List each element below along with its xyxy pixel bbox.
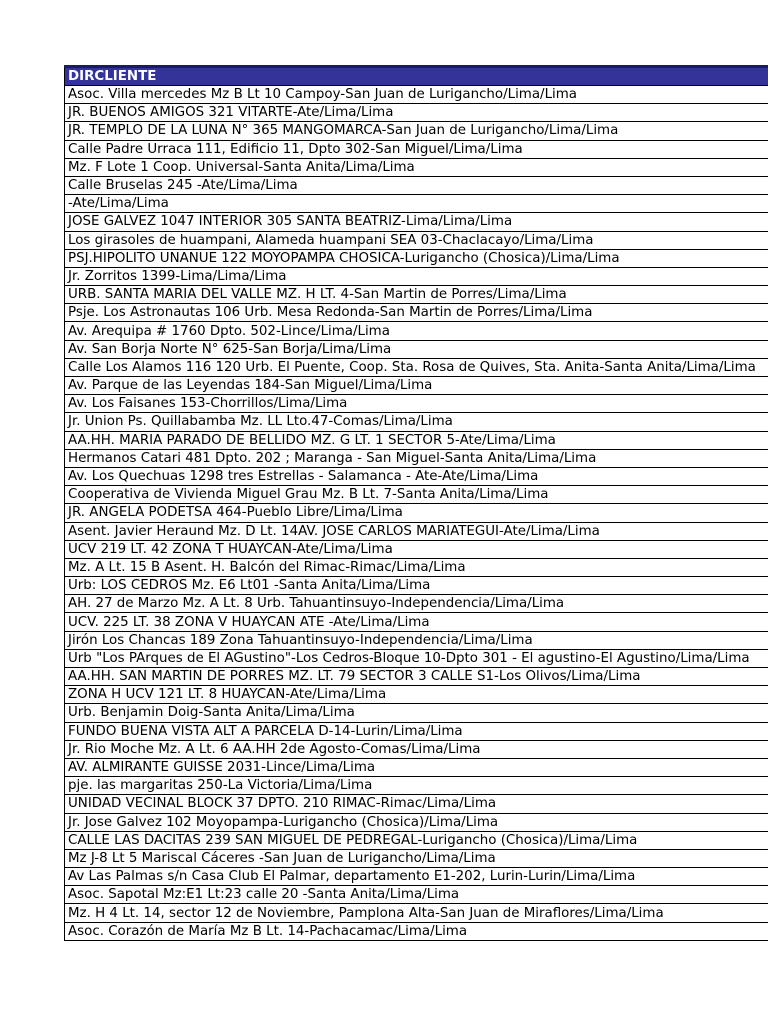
address-cell[interactable]: -Ate/Lima/Lima [65, 195, 768, 213]
table-row [65, 704, 768, 722]
address-cell[interactable]: Calle Padre Urraca 111, Edificio 11, Dpto 302-San Miguel/Lima/Lima [65, 140, 768, 158]
table-row [65, 140, 768, 158]
table-row [65, 849, 768, 867]
address-cell[interactable]: CALLE LAS DACITAS 239 SAN MIGUEL DE PEDREGAL-Lurigancho (Chosica)/Lima/Lima [65, 831, 768, 849]
address-table [64, 65, 768, 941]
table-row [65, 286, 768, 304]
address-cell[interactable]: UNIDAD VECINAL BLOCK 37 DPTO. 210 RIMAC-Rimac/Lima/Lima [65, 795, 768, 813]
address-cell[interactable]: JR. BUENOS AMIGOS 321 VITARTE-Ate/Lima/Lima [65, 104, 768, 122]
table-row [65, 540, 768, 558]
address-cell[interactable]: ZONA H UCV 121 LT. 8 HUAYCAN-Ate/Lima/Lima [65, 686, 768, 704]
table-row [65, 886, 768, 904]
address-cell[interactable]: Av. Los Faisanes 153-Chorrillos/Lima/Lima [65, 395, 768, 413]
address-cell[interactable]: Av. Parque de las Leyendas 184-San Miguel/Lima/Lima [65, 377, 768, 395]
address-cell[interactable]: Asoc. Corazón de María Mz B Lt. 14-Pachacamac/Lima/Lima [65, 922, 768, 940]
table-row [65, 431, 768, 449]
table-row [65, 231, 768, 249]
table-row [65, 758, 768, 776]
address-cell[interactable]: JR. ANGELA PODETSA 464-Pueblo Libre/Lima/Lima [65, 504, 768, 522]
table-row [65, 868, 768, 886]
table-row [65, 522, 768, 540]
address-cell[interactable]: Mz J-8 Lt 5 Mariscal Cáceres -San Juan de Lurigancho/Lima/Lima [65, 849, 768, 867]
table-row [65, 686, 768, 704]
table-row [65, 413, 768, 431]
address-cell[interactable]: pje. las margaritas 250-La Victoria/Lima/Lima [65, 777, 768, 795]
table-row [65, 795, 768, 813]
address-cell[interactable]: JR. TEMPLO DE LA LUNA N° 365 MANGOMARCA-San Juan de Lurigancho/Lima/Lima [65, 122, 768, 140]
table-row [65, 558, 768, 576]
address-cell[interactable]: Jr. Union Ps. Quillabamba Mz. LL Lto.47-Comas/Lima/Lima [65, 413, 768, 431]
address-cell[interactable]: Calle Bruselas 245 -Ate/Lima/Lima [65, 176, 768, 194]
address-cell[interactable]: Mz. A Lt. 15 B Asent. H. Balcón del Rimac-Rimac/Lima/Lima [65, 558, 768, 576]
address-cell[interactable]: AH. 27 de Marzo Mz. A Lt. 8 Urb. Tahuantinsuyo-Independencia/Lima/Lima [65, 595, 768, 613]
table-row [65, 449, 768, 467]
table-row [65, 158, 768, 176]
table-row [65, 577, 768, 595]
address-cell[interactable]: Urb: LOS CEDROS Mz. E6 Lt01 -Santa Anita/Lima/Lima [65, 577, 768, 595]
column-header-dircliente[interactable]: DIRCLIENTE [65, 67, 768, 86]
address-cell[interactable]: Urb "Los PArques de El AGustino"-Los Cedros-Bloque 10-Dpto 301 - El agustino-El Agustino/Lima/Lima [65, 649, 768, 667]
table-row [65, 467, 768, 485]
address-cell[interactable]: Jr. Rio Moche Mz. A Lt. 6 AA.HH 2de Agosto-Comas/Lima/Lima [65, 740, 768, 758]
address-cell[interactable]: Jr. Jose Galvez 102 Moyopampa-Lurigancho (Chosica)/Lima/Lima [65, 813, 768, 831]
address-cell[interactable]: FUNDO BUENA VISTA ALT A PARCELA D-14-Lurin/Lima/Lima [65, 722, 768, 740]
table-row [65, 377, 768, 395]
table-row [65, 213, 768, 231]
address-cell[interactable]: AA.HH. SAN MARTIN DE PORRES MZ. LT. 79 SECTOR 3 CALLE S1-Los Olivos/Lima/Lima [65, 668, 768, 686]
table-row [65, 122, 768, 140]
address-cell[interactable]: Calle Los Alamos 116 120 Urb. El Puente, Coop. Sta. Rosa de Quives, Sta. Anita-Santa Anita/Lima/Lima [65, 358, 768, 376]
address-cell[interactable]: Cooperativa de Vivienda Miguel Grau Mz. B Lt. 7-Santa Anita/Lima/Lima [65, 486, 768, 504]
address-cell[interactable]: JOSE GALVEZ 1047 INTERIOR 305 SANTA BEATRIZ-Lima/Lima/Lima [65, 213, 768, 231]
address-cell[interactable]: AV. ALMIRANTE GUISSE 2031-Lince/Lima/Lima [65, 758, 768, 776]
table-row [65, 904, 768, 922]
table-row [65, 631, 768, 649]
table-row [65, 395, 768, 413]
address-cell[interactable]: Av. Los Quechuas 1298 tres Estrellas - Salamanca - Ate-Ate/Lima/Lima [65, 467, 768, 485]
table-row [65, 831, 768, 849]
address-cell[interactable]: Los girasoles de huampani, Alameda huampani SEA 03-Chaclacayo/Lima/Lima [65, 231, 768, 249]
table-row [65, 922, 768, 940]
address-cell[interactable]: Jirón Los Chancas 189 Zona Tahuantinsuyo-Independencia/Lima/Lima [65, 631, 768, 649]
address-cell[interactable]: Psje. Los Astronautas 106 Urb. Mesa Redonda-San Martin de Porres/Lima/Lima [65, 304, 768, 322]
table-row [65, 176, 768, 194]
address-cell[interactable]: Mz. F Lote 1 Coop. Universal-Santa Anita/Lima/Lima [65, 158, 768, 176]
table-row [65, 267, 768, 285]
table-row [65, 668, 768, 686]
address-cell[interactable]: Mz. H 4 Lt. 14, sector 12 de Noviembre, Pamplona Alta-San Juan de Miraflores/Lima/Lima [65, 904, 768, 922]
address-cell[interactable]: Hermanos Catari 481 Dpto. 202 ; Maranga - San Miguel-Santa Anita/Lima/Lima [65, 449, 768, 467]
address-cell[interactable]: PSJ.HIPOLITO UNANUE 122 MOYOPAMPA CHOSICA-Lurigancho (Chosica)/Lima/Lima [65, 249, 768, 267]
header-row [65, 67, 768, 86]
address-cell[interactable]: UCV. 225 LT. 38 ZONA V HUAYCAN ATE -Ate/Lima/Lima [65, 613, 768, 631]
address-cell[interactable]: Av Las Palmas s/n Casa Club El Palmar, departamento E1-202, Lurin-Lurin/Lima/Lima [65, 868, 768, 886]
table-row [65, 595, 768, 613]
address-cell[interactable]: Urb. Benjamin Doig-Santa Anita/Lima/Lima [65, 704, 768, 722]
table-row [65, 486, 768, 504]
table-body [65, 86, 768, 941]
address-cell[interactable]: AA.HH. MARIA PARADO DE BELLIDO MZ. G LT. 1 SECTOR 5-Ate/Lima/Lima [65, 431, 768, 449]
table-row [65, 613, 768, 631]
address-cell[interactable]: UCV 219 LT. 42 ZONA T HUAYCAN-Ate/Lima/Lima [65, 540, 768, 558]
table-row [65, 195, 768, 213]
address-cell[interactable]: Asent. Javier Heraund Mz. D Lt. 14AV. JOSE CARLOS MARIATEGUI-Ate/Lima/Lima [65, 522, 768, 540]
table-row [65, 722, 768, 740]
table-row [65, 504, 768, 522]
address-cell[interactable]: Asoc. Villa mercedes Mz B Lt 10 Campoy-San Juan de Lurigancho/Lima/Lima [65, 86, 768, 104]
table-row [65, 249, 768, 267]
table-row [65, 813, 768, 831]
table-row [65, 304, 768, 322]
table-row [65, 86, 768, 104]
table-row [65, 340, 768, 358]
address-cell[interactable]: Asoc. Sapotal Mz:E1 Lt:23 calle 20 -Santa Anita/Lima/Lima [65, 886, 768, 904]
address-cell[interactable]: URB. SANTA MARIA DEL VALLE MZ. H LT. 4-San Martin de Porres/Lima/Lima [65, 286, 768, 304]
table-row [65, 322, 768, 340]
table-row [65, 777, 768, 795]
address-cell[interactable]: Av. Arequipa # 1760 Dpto. 502-Lince/Lima/Lima [65, 322, 768, 340]
table-row [65, 358, 768, 376]
table-row [65, 104, 768, 122]
table-row [65, 649, 768, 667]
address-cell[interactable]: Jr. Zorritos 1399-Lima/Lima/Lima [65, 267, 768, 285]
table-row [65, 740, 768, 758]
address-cell[interactable]: Av. San Borja Norte N° 625-San Borja/Lima/Lima [65, 340, 768, 358]
